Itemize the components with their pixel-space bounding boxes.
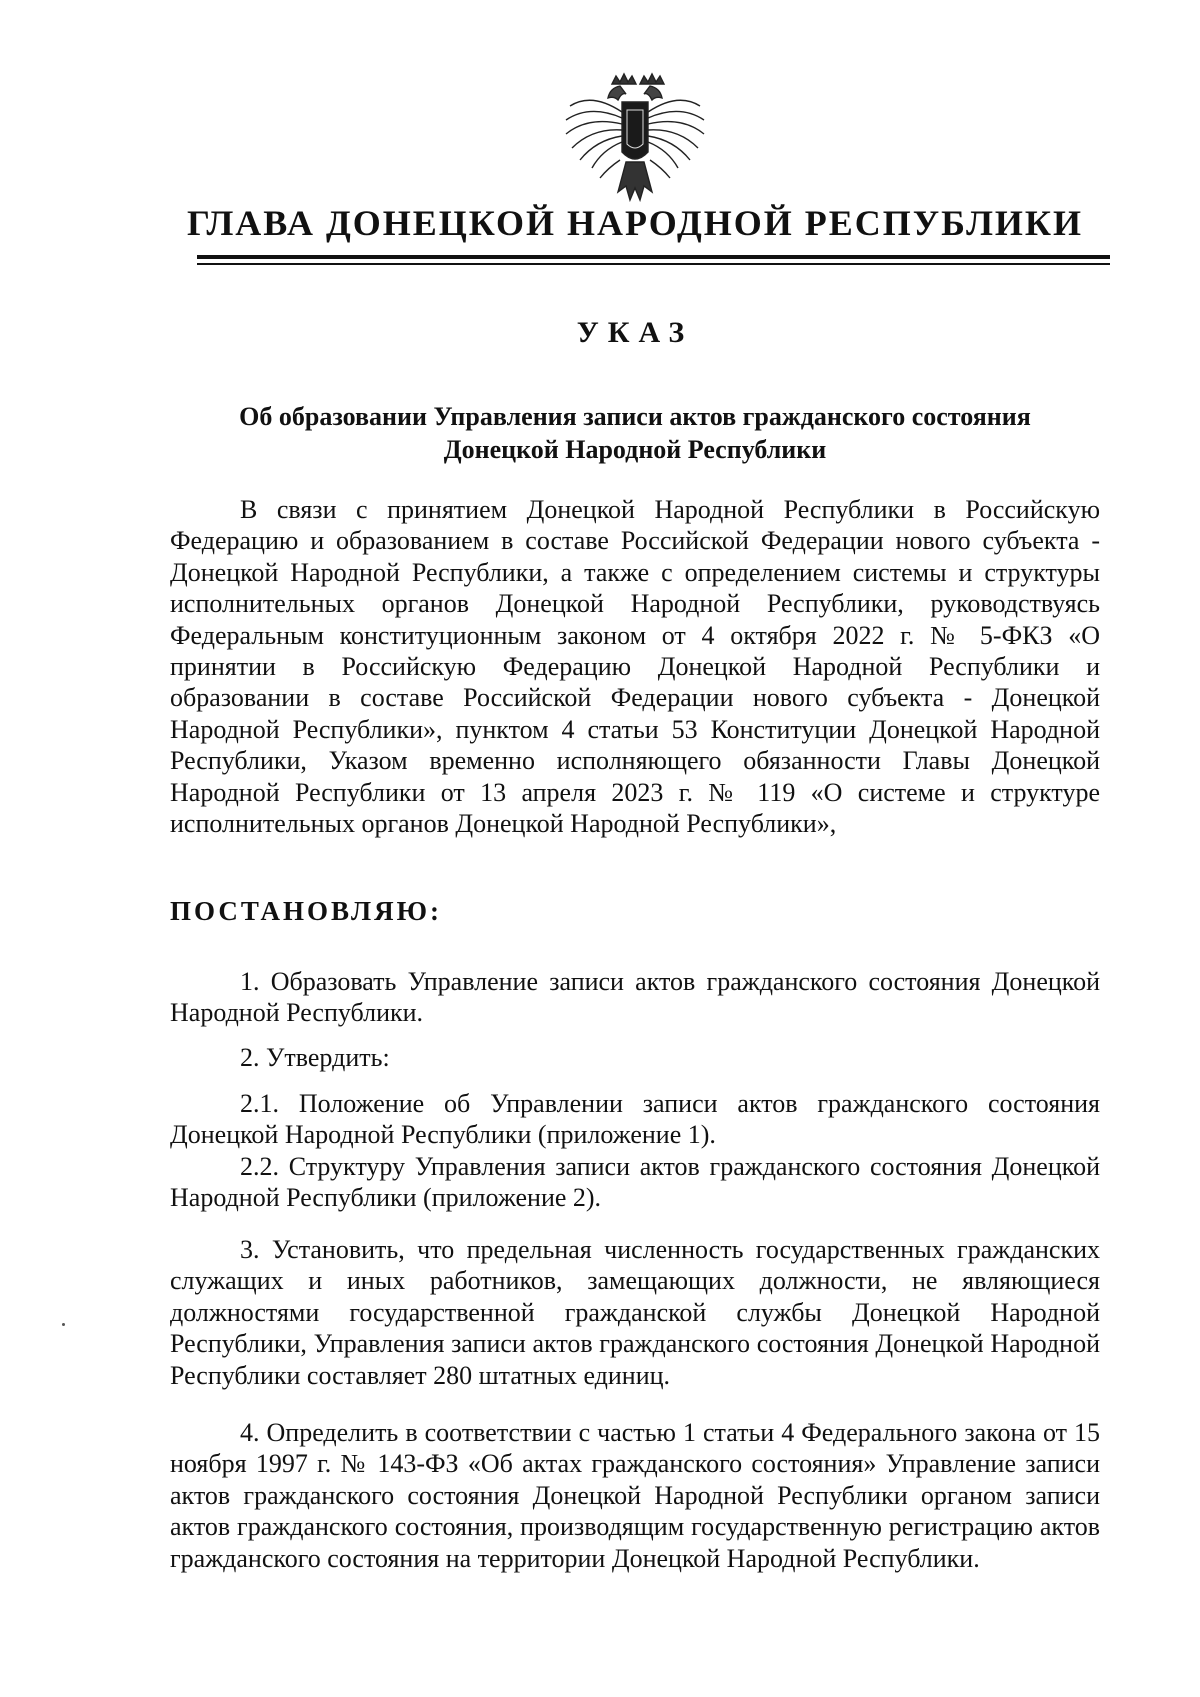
- point-1: 1. Образовать Управление записи актов гражданского состояния Донецкой Народной Республики.: [170, 967, 1100, 1028]
- scan-speck: [62, 1323, 65, 1326]
- header-rule-thin: [197, 263, 1110, 265]
- preamble-paragraph: В связи с принятием Донецкой Народной Республики в Российскую Федерацию и образованием в составе Российской Федерации нового субъекта - Донецкой Народной Республики, а также с определением системы и структуры исполнительных органов Донецкой Народной Республики, руководствуясь Федеральным конституционным законом от 4 октября 2022 г. № 5-ФКЗ «О принятии в Российскую Федерацию Донецкой Народной Республики и образовании в составе Российской Федерации нового субъекта - Донецкой Народной Республики», пунктом 4 статьи 53 Конституции Донецкой Народной Республики, Указом временно исполняющего обязанности Главы Донецкой Народной Республики от 13 апреля 2023 г. № 119 «О системе и структуре исполнительных органов Донецкой Народной Республики»,: [170, 495, 1100, 839]
- point-2-1: 2.1. Положение об Управлении записи актов гражданского состояния Донецкой Народной Республики (приложение 1).: [170, 1089, 1100, 1150]
- header-rule-thick: [197, 255, 1110, 259]
- subject-line-1: Об образовании Управления записи актов гражданского состояния: [239, 402, 1031, 431]
- document-subject: [170, 400, 1100, 466]
- double-headed-eagle-coat-of-arms-icon: [560, 62, 710, 210]
- point-4: 4. Определить в соответствии с частью 1 статьи 4 Федерального закона от 15 ноября 1997 г. № 143-ФЗ «Об актах гражданского состояния» Управление записи актов гражданского состояния Донецкой Народной Республики органом записи актов гражданского состояния, производящим государственную регистрацию актов гражданского состояния на территории Донецкой Народной Республики.: [170, 1418, 1100, 1573]
- document-type: УКАЗ: [576, 316, 694, 349]
- issuer-title: ГЛАВА ДОНЕЦКОЙ НАРОДНОЙ РЕСПУБЛИКИ: [186, 203, 1084, 243]
- point-2-2: 2.2. Структуру Управления записи актов гражданского состояния Донецкой Народной Республики (приложение 2).: [170, 1152, 1100, 1213]
- subject-line-2: Донецкой Народной Республики: [443, 435, 827, 464]
- point-3: 3. Установить, что предельная численность государственных гражданских служащих и иных работников, замещающих должности, не являющиеся должностями государственной гражданской службы Донецкой Народной Республики, Управления записи актов гражданского состояния Донецкой Народной Республики составляет 280 штатных единиц.: [170, 1235, 1100, 1390]
- decree-word: ПОСТАНОВЛЯЮ:: [170, 896, 442, 926]
- point-2: 2. Утвердить:: [240, 1043, 390, 1072]
